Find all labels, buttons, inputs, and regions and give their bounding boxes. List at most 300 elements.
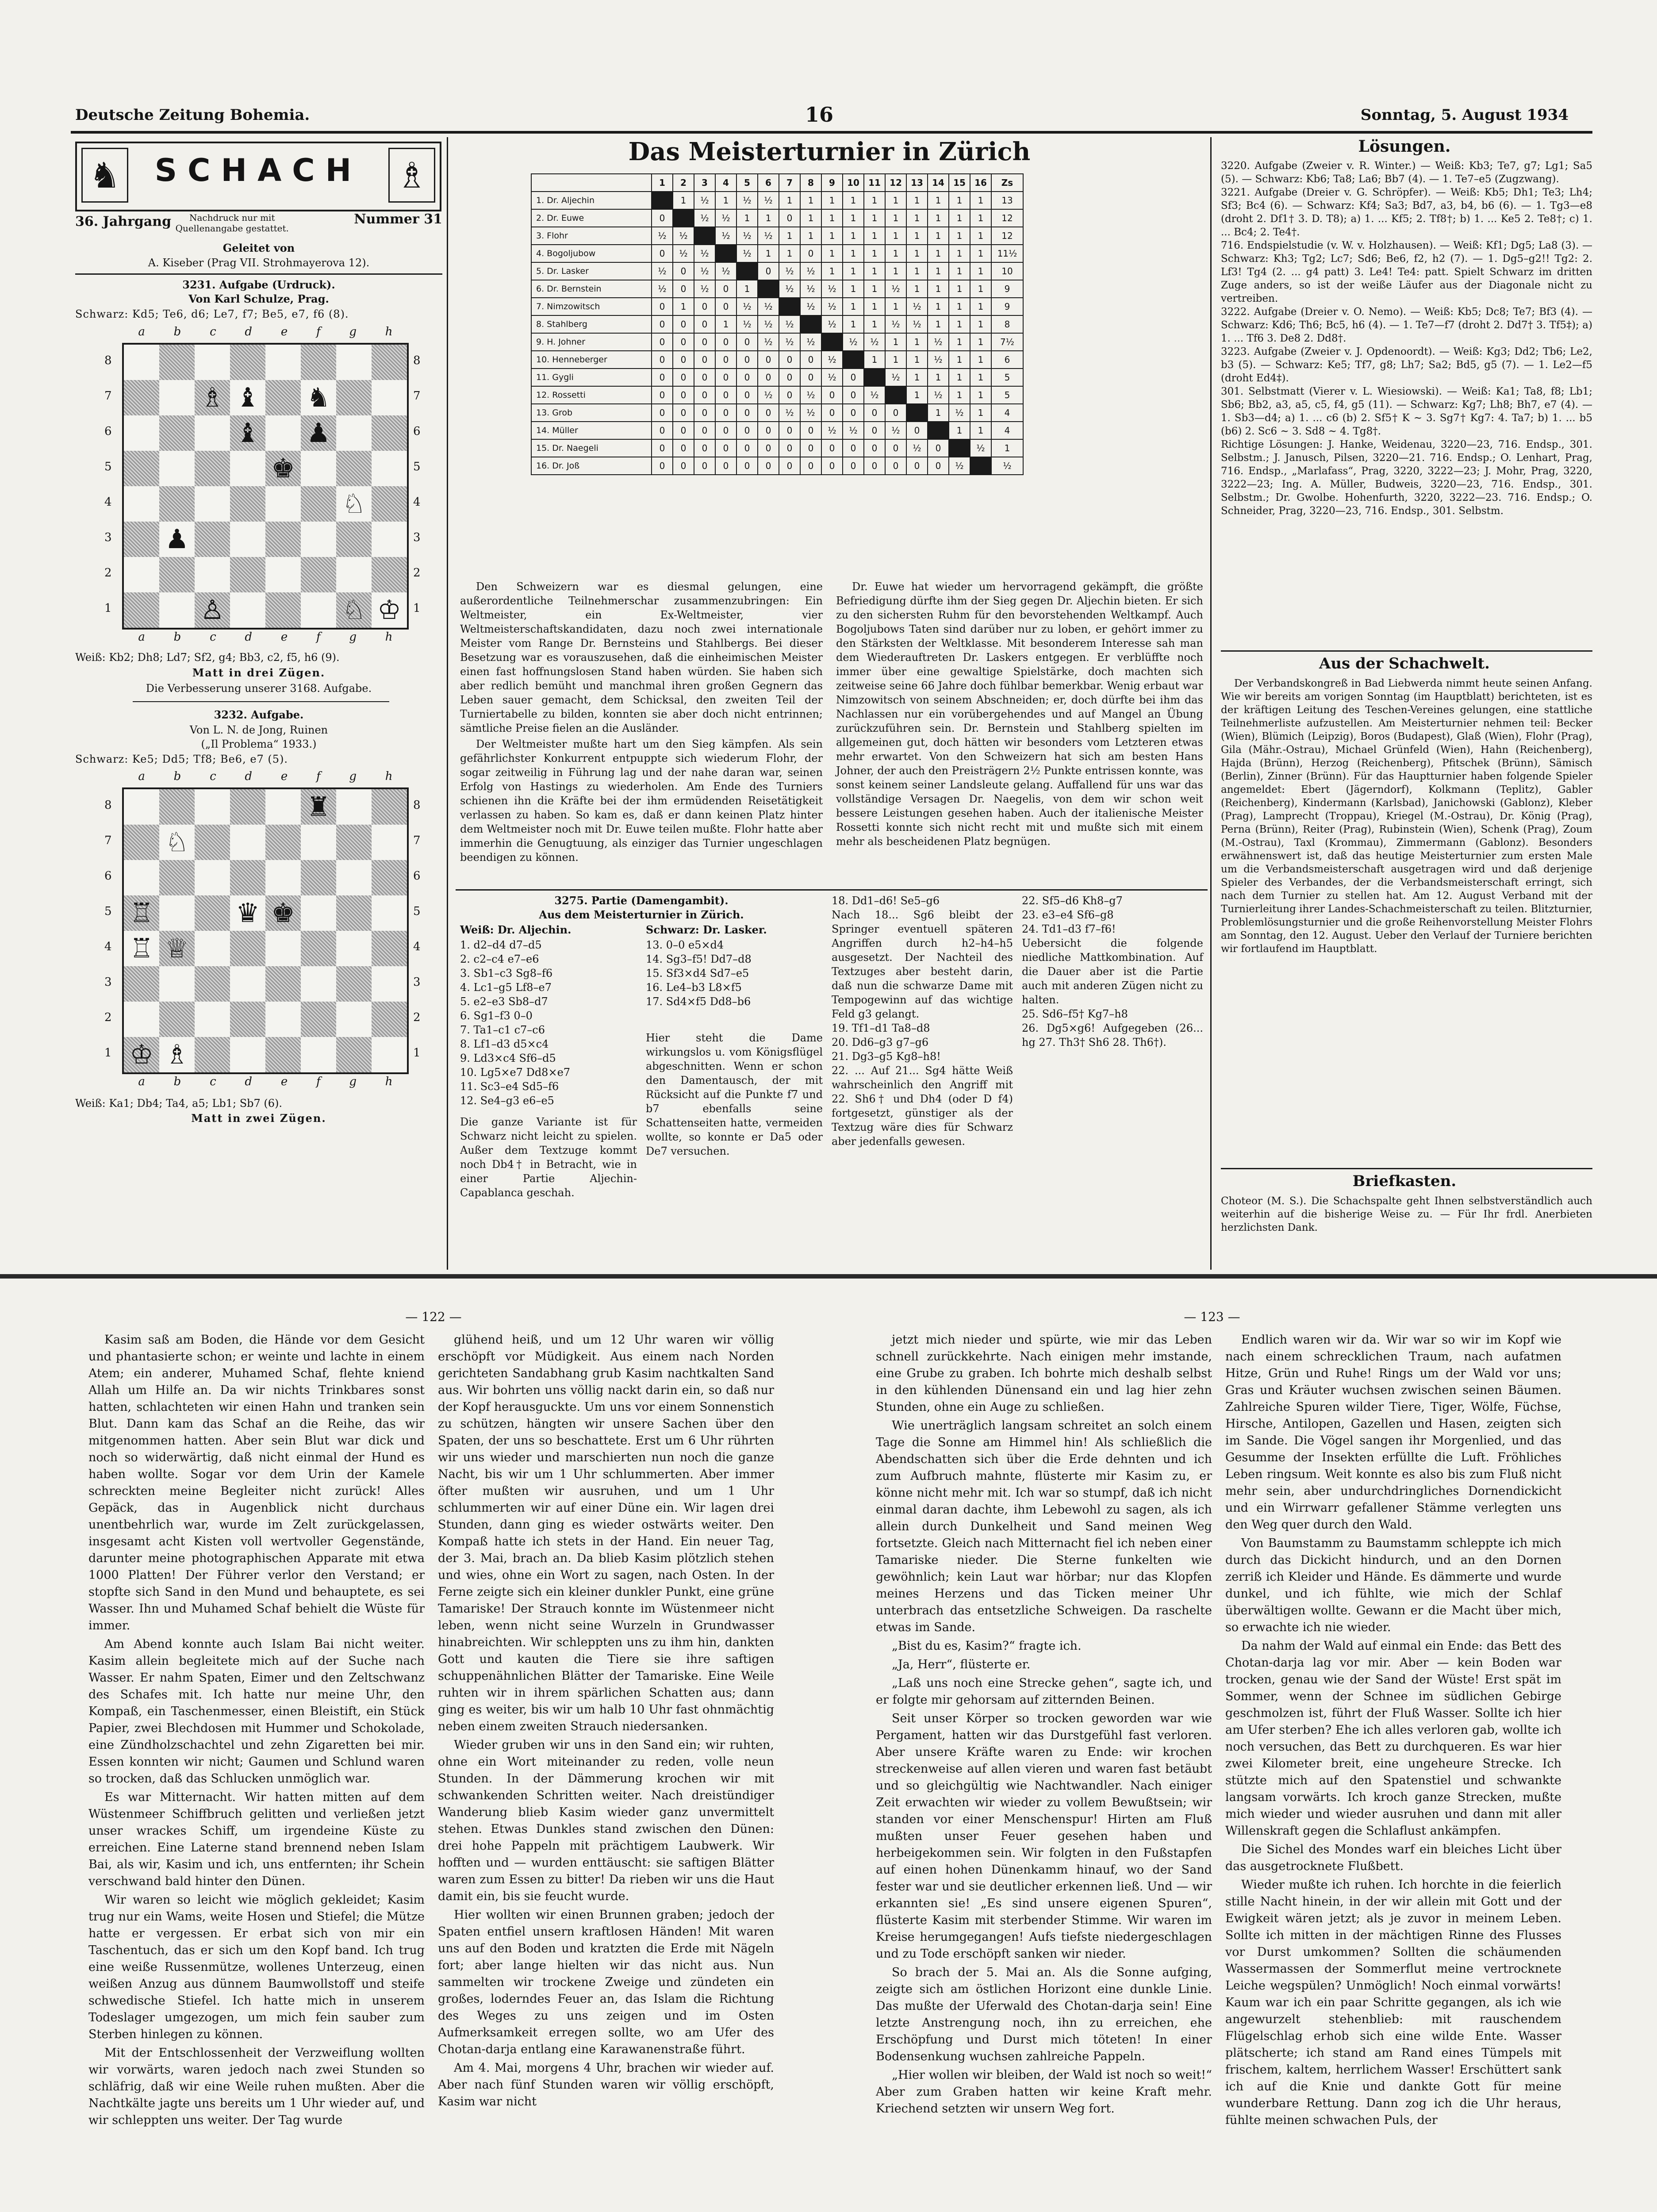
result-cell: ½	[928, 386, 949, 404]
result-cell: 1	[970, 262, 991, 280]
result-cell	[906, 404, 928, 422]
file-label: d	[245, 1075, 253, 1088]
result-cell	[970, 457, 991, 475]
board-square	[336, 522, 372, 557]
player-total: 12	[991, 227, 1023, 245]
result-cell: 1	[906, 209, 928, 227]
nachdruck-note: Nachdruck nur mit Quellenangabe gestattet.	[175, 212, 289, 234]
board-square	[265, 522, 301, 557]
board-square	[372, 789, 407, 825]
result-cell: ½	[736, 298, 758, 315]
board-square	[336, 966, 372, 1002]
board-square	[301, 592, 336, 628]
board-square	[372, 486, 407, 522]
schach-title: SCHACH	[154, 152, 362, 188]
divider	[133, 701, 389, 702]
paragraph: Den Schweizern war es diesmal gelungen, eine außerordentliche Teilnehmerschar zusammenzubringen: Ein Weltmeister, ein Ex-Weltmeister, vier Weltmeisterschaftskandidaten, dazu noch zwei internationale Meister vom Range Dr. Bernsteins und Stahlbergs. Bei dieser Besetzung war es vorauszusehen, daß die einheimischen Meister einen fast hoffnungslosen Stand haben würden. Sie haben sich aber redlich bemüht und manchmal ihren großen Gegnern das Leben sauer gemacht, dem Schicksal, den zweiten Teil der Turniertabelle zu bilden, konnten sie aber doch nicht entrinnen; sämtliche Preise fielen an die Ausländer.	[460, 580, 823, 734]
crosstable-column-header	[531, 174, 652, 192]
schachwelt-title: Aus der Schachwelt.	[1319, 655, 1490, 672]
result-cell: 0	[715, 298, 736, 315]
result-cell: 0	[673, 369, 694, 386]
briefkasten-title: Briefkasten.	[1352, 1172, 1457, 1190]
board-square: ♚	[265, 451, 301, 486]
board-square	[195, 931, 230, 966]
result-cell: 0	[906, 422, 928, 439]
result-cell: 1	[673, 298, 694, 315]
board-square	[159, 966, 195, 1002]
result-cell: 0	[885, 404, 906, 422]
file-label: g	[349, 770, 357, 783]
result-cell: 1	[885, 262, 906, 280]
result-cell: 1	[970, 192, 991, 209]
board-square	[336, 415, 372, 451]
board-square	[230, 931, 265, 966]
result-cell: ½	[694, 262, 715, 280]
file-label: b	[173, 630, 181, 644]
board-square: ♕	[159, 931, 195, 966]
board-square	[230, 451, 265, 486]
result-cell	[758, 280, 779, 298]
board-square	[336, 789, 372, 825]
issue-date: Sonntag, 5. August 1934	[1360, 106, 1569, 124]
board-square	[159, 1002, 195, 1037]
result-cell	[736, 262, 758, 280]
result-cell: 0	[779, 422, 800, 439]
board-square: ♘	[159, 825, 195, 860]
result-cell: 0	[779, 369, 800, 386]
board-square	[301, 825, 336, 860]
board-square	[159, 345, 195, 380]
result-cell: 1	[736, 280, 758, 298]
file-label: c	[210, 325, 216, 338]
crosstable-column-header: 13	[906, 174, 928, 192]
crosstable-column-header: 7	[779, 174, 800, 192]
loesungen-text: 3220. Aufgabe (Zweier v. R. Winter.) — Weiß: Kb3; Te7, g7; Lg1; Sa5 (5). — Schwarz: Kb6; Ta8; La6; Bb7 (4). — 1. Te7–e5 (Zugzwang). 3221. Aufgabe (Dreier v. G. Schröpfer). — Weiß: Kb5; Dh1; Te3; Lh4; Sf3; Bc4 (6). — Schwarz: Kf4; Sa3; Bd7, a3, b4, b6 (6). — 1. Tg3—e8 (droht 2. Df1† 3. D. T8); a) 1. ... Kf5; 2. Tf8†; b) 1. ... Ke5 2. Te8†; c) 1. ... Bc4; 2. Te4†. 716. Endspielstudie (v. W. v. Holzhausen). — Weiß: Kf1; Dg5; La8 (3). — Schwarz: Kh3; Tg2; Lc7; Sd6; Be6, f2, h2 (7). — 1. Dg5–g2!! Tg2: 2. Lf3! Tg4 (2. ... g4 patt) 3. Le4! Te4: patt. Spielt Schwarz im dritten Zuge anders, so ist der weiße Läufer aus der Diagonale nicht zu vertreiben. 3222. Aufgabe (Dreier v. O. Nemo). — Weiß: Kb5; Dc8; Te7; Bf3 (4). — Schwarz: Kd6; Th6; Bc5, h6 (4). — 1. Te7—f7 (droht 2. Dd7† 3. Tf5‡); a) 1. ... Tf6 3. De8 2. Dd8†. 3223. Aufgabe (Zweier v. J. Opdenoordt). — Weiß: Kg3; Dd2; Tb6; Le2, b3 (5). — Schwarz: Ke5; Tf7, g8; Lh7; Sa2; Bd5, g5 (7). — 1. Le2—f5 (droht Ed4‡). 301. Selbstmatt (Vierer v. L. Wiesiowski). — Weiß: Ka1; Ta8, f8; Lb1; Sb6; Bb2, a3, a5, c5, f4, g5 (11). — Schwarz: Kg7; Lh8; Bh7, e7 (4). — 1. Sb3—d4; a) 1. ... c6 (b) 2. Sf5† K ~ 3. Sg7† Kg7: 4. Ta7; b) 1. ... b5 (b6) 2. Sc6 ~ 3. Sd8 ~ 4. Tg8†. Richtige Lösungen: J. Hanke, Weidenau, 3220—23, 716. Endsp., 301. Selbstm.; J. Janusch, Pilsen, 3220—21. 716. Endsp.; O. Lenhart, Prag, 716. Endsp., „Marlafass“, Prag, 3220, 3222—23; J. Mohr, Prag, 3220, 3222—23; Ing. A. Müller, Budweis, 3220—23, 716. Endsp., 301. Selbstm.; Dr. Gwolbe. Hohenfurth, 3220, 3222—23. 716. Endsp.; O. Schneider, Prag, 3220—23, 716. Endsp., 301. Selbstm.	[1221, 160, 1592, 517]
novel-column-1	[88, 1332, 425, 2131]
rank-label: 5	[104, 460, 112, 473]
result-cell: 0	[694, 298, 715, 315]
rank-label: 4	[104, 940, 112, 953]
board-square: ♗	[159, 1037, 195, 1072]
rank-label: 5	[104, 905, 112, 918]
file-label: h	[385, 630, 393, 644]
result-cell: ½	[906, 298, 928, 315]
result-cell: 1	[843, 315, 864, 333]
result-cell: 0	[885, 457, 906, 475]
result-cell: 1	[949, 333, 970, 351]
result-cell: 0	[652, 315, 673, 333]
board-square: ♖	[124, 895, 159, 931]
crosstable-column-header: 3	[694, 174, 715, 192]
table-row	[531, 192, 1023, 209]
rank-label: 4	[413, 495, 421, 509]
result-cell: ½	[800, 386, 821, 404]
board-square	[372, 345, 407, 380]
file-label: d	[245, 630, 253, 644]
rank-label: 5	[413, 905, 421, 918]
result-cell: 0	[758, 457, 779, 475]
result-cell: 0	[652, 351, 673, 369]
partie-white-player: Weiß: Dr. Aljechin.	[460, 923, 572, 936]
result-cell: 1	[949, 315, 970, 333]
board-2-files-top	[124, 770, 407, 783]
board-square	[301, 895, 336, 931]
paragraph: „Laß uns noch eine Strecke gehen“, sagte ich, und er folgte mir gehorsam auf zitternden Beinen.	[876, 1676, 1212, 1707]
result-cell: 0	[673, 422, 694, 439]
player-name: 2. Dr. Euwe	[531, 209, 652, 227]
editor: A. Kiseber (Prag VII. Strohmayerova 12).	[148, 257, 370, 269]
result-cell: 1	[949, 280, 970, 298]
table-row	[531, 457, 1023, 475]
paragraph: „Ja, Herr“, flüsterte er.	[892, 1658, 1031, 1671]
result-cell: ½	[779, 262, 800, 280]
result-cell: 1	[949, 245, 970, 262]
result-cell: 1	[885, 333, 906, 351]
result-cell: 0	[928, 457, 949, 475]
result-cell: 1	[906, 227, 928, 245]
player-total: 13	[991, 192, 1023, 209]
result-cell: 0	[694, 315, 715, 333]
turnier-title: Das Meisterturnier in Zürich	[628, 137, 1031, 166]
result-cell: ½	[779, 333, 800, 351]
board-square	[265, 825, 301, 860]
board-square	[372, 415, 407, 451]
crosstable	[531, 173, 1024, 475]
file-label: h	[385, 1075, 393, 1088]
board-square	[124, 345, 159, 380]
result-cell: 0	[800, 422, 821, 439]
rank-label: 7	[104, 834, 112, 847]
result-cell: 0	[906, 457, 928, 475]
result-cell: 1	[864, 209, 885, 227]
result-cell: 1	[906, 386, 928, 404]
file-label: b	[173, 1075, 181, 1088]
board-square	[301, 557, 336, 592]
board-square	[230, 557, 265, 592]
result-cell: 1	[864, 227, 885, 245]
board-2-files-bottom	[124, 1075, 407, 1088]
result-cell: 1	[821, 245, 843, 262]
result-cell: 0	[736, 439, 758, 457]
player-name: 12. Rossetti	[531, 386, 652, 404]
result-cell: 1	[885, 245, 906, 262]
board-square	[159, 486, 195, 522]
rank-label: 6	[413, 869, 421, 883]
file-label: h	[385, 770, 393, 783]
board-square	[195, 486, 230, 522]
result-cell: 1	[928, 245, 949, 262]
loesungen-title: Lösungen.	[1358, 137, 1451, 156]
board-square	[372, 860, 407, 895]
result-cell: ½	[821, 315, 843, 333]
board-square	[301, 860, 336, 895]
result-cell: 0	[843, 404, 864, 422]
rank-label: 7	[413, 389, 421, 403]
rank-label: 6	[104, 425, 112, 438]
result-cell: 1	[821, 262, 843, 280]
player-total: 11½	[991, 245, 1023, 262]
rank-label: 2	[413, 566, 421, 580]
result-cell: 1	[800, 192, 821, 209]
board-square	[195, 1002, 230, 1037]
rank-label: 1	[413, 1046, 421, 1060]
result-cell: 0	[715, 386, 736, 404]
board-square	[336, 931, 372, 966]
result-cell: 0	[779, 386, 800, 404]
result-cell: 0	[673, 262, 694, 280]
result-cell: ½	[885, 315, 906, 333]
result-cell: 1	[970, 298, 991, 315]
problem-1-author: Von Karl Schulze, Prag.	[188, 292, 329, 305]
result-cell: 0	[864, 439, 885, 457]
board-square	[124, 486, 159, 522]
result-cell: ½	[843, 333, 864, 351]
result-cell: 1	[970, 227, 991, 245]
board-square	[301, 1002, 336, 1037]
result-cell: 0	[694, 457, 715, 475]
board-square	[265, 557, 301, 592]
result-cell: 1	[885, 209, 906, 227]
result-cell: 0	[800, 439, 821, 457]
result-cell: 1	[928, 369, 949, 386]
result-cell: ½	[800, 333, 821, 351]
result-cell: ½	[758, 386, 779, 404]
rank-label: 8	[413, 799, 421, 812]
board-square	[372, 931, 407, 966]
file-label: e	[280, 1075, 288, 1088]
result-cell: 0	[694, 439, 715, 457]
paragraph: So brach der 5. Mai an. Als die Sonne aufging, zeigte sich am östlichen Horizont eine dunkle Linie. Das mußte der Uferwald des Chotan-darja sein! Eine letzte Anstrengung noch, ihn zu erreichen, ehe Erschöpfung und Durst mich töteten! In einer Bodensenkung wuchsen zahlreiche Pappeln.	[876, 1966, 1212, 2063]
result-cell: ½	[821, 422, 843, 439]
board-square	[301, 486, 336, 522]
board-square	[230, 825, 265, 860]
paragraph: Wie unerträglich langsam schreitet an solch einem Tage die Sonne am Himmel hin! Als schließlich die Abendschatten sich über die Erde dehnten und ich zum Aufbruch mahnte, flüsterte mir Kasim zu, er könne nicht mehr mit. Ich war so stumpf, daß ich nicht einmal daran dachte, ihm Lebewohl zu sagen, als ich allein durch Dunkelheit und Sand meinen Weg fortsetzte. Gleich nach Mitternacht fiel ich neben einer Tamariske nieder. Die Sterne funkelten wie gewöhnlich; kein Laut war hörbar; nur das Klopfen meines Herzens und das Ticken meiner Uhr unterbrach das entsetzliche Schweigen. Da raschelte etwas im Sande.	[876, 1419, 1212, 1634]
result-cell: ½	[800, 404, 821, 422]
chess-board-1	[122, 343, 409, 630]
partie-moves-2: 13. 0–0 e5×d4 14. Sg3–f5! Dd7–d8 15. Sf3×d4 Sd7–e5 16. Le4–b3 L8×f5 17. Sd4×f5 Dd8–b6	[646, 939, 752, 1008]
novel-column-4	[1225, 1332, 1561, 2131]
rank-label: 3	[413, 531, 421, 544]
board-square: ♛	[230, 895, 265, 931]
result-cell: ½	[821, 351, 843, 369]
board-square	[195, 522, 230, 557]
result-cell: 1	[970, 369, 991, 386]
rank-label: 4	[413, 940, 421, 953]
table-row	[531, 404, 1023, 422]
board-square: ♟	[301, 415, 336, 451]
page-number: 16	[805, 103, 834, 127]
result-cell: 0	[652, 298, 673, 315]
result-cell: ½	[652, 262, 673, 280]
divider	[1221, 1168, 1592, 1169]
result-cell: 0	[821, 439, 843, 457]
file-label: f	[316, 1075, 321, 1088]
board-square	[230, 789, 265, 825]
crosstable-column-header: 16	[970, 174, 991, 192]
result-cell: 1	[779, 192, 800, 209]
result-cell: 1	[843, 209, 864, 227]
result-cell: 1	[673, 192, 694, 209]
result-cell: 0	[779, 439, 800, 457]
result-cell: 0	[673, 404, 694, 422]
result-cell: ½	[928, 351, 949, 369]
crosstable-column-header: 9	[821, 174, 843, 192]
problem-1-note: Die Verbesserung unserer 3168. Aufgabe.	[146, 682, 372, 695]
result-cell: 1	[928, 192, 949, 209]
board-square	[230, 345, 265, 380]
board-square	[230, 1002, 265, 1037]
result-cell	[885, 386, 906, 404]
paragraph: Die Sichel des Mondes warf ein bleiches Licht über das ausgetrocknete Flußbett.	[1225, 1843, 1561, 1873]
rank-label: 1	[104, 1046, 112, 1060]
result-cell	[652, 192, 673, 209]
board-square	[336, 380, 372, 415]
result-cell: ½	[906, 439, 928, 457]
board-square: ♗	[195, 380, 230, 415]
player-total: 9	[991, 280, 1023, 298]
problem-1-black: Schwarz: Kd5; Te6, d6; Le7, f7; Be5, e7, f6 (8).	[75, 308, 349, 320]
player-name: 4. Bogoljubow	[531, 245, 652, 262]
result-cell: ½	[779, 315, 800, 333]
result-cell: 1	[928, 280, 949, 298]
problem-2-white: Weiß: Ka1; Db4; Ta4, a5; Lb1; Sb7 (6).	[75, 1097, 283, 1110]
result-cell: 1	[843, 245, 864, 262]
result-cell: ½	[694, 209, 715, 227]
result-cell: 1	[970, 315, 991, 333]
result-cell: ½	[694, 245, 715, 262]
paragraph: Am 4. Mai, morgens 4 Uhr, brachen wir wieder auf. Aber nach fünf Stunden waren wir völlig erschöpft, Kasim war nicht	[438, 2061, 774, 2108]
board-square: ♝	[230, 380, 265, 415]
result-cell: 1	[885, 351, 906, 369]
problem-2-task: Matt in zwei Zügen.	[191, 1112, 326, 1125]
board-square	[124, 415, 159, 451]
result-cell: 1	[970, 404, 991, 422]
result-cell: 1	[949, 386, 970, 404]
file-label: f	[316, 325, 321, 338]
board-square	[372, 895, 407, 931]
rank-label: 3	[104, 975, 112, 989]
crosstable-column-header: 14	[928, 174, 949, 192]
result-cell: 0	[843, 457, 864, 475]
board-square	[124, 825, 159, 860]
board-square	[230, 592, 265, 628]
result-cell: 0	[758, 439, 779, 457]
crosstable-column-header: 11	[864, 174, 885, 192]
result-cell: ½	[779, 280, 800, 298]
player-total: 1	[991, 439, 1023, 457]
crosstable-column-header: 5	[736, 174, 758, 192]
result-cell: 1	[821, 192, 843, 209]
schach-header-box	[75, 142, 441, 211]
file-label: g	[349, 1075, 357, 1088]
board-square: ♜	[301, 789, 336, 825]
board-square	[265, 789, 301, 825]
result-cell: 0	[673, 386, 694, 404]
result-cell: 1	[758, 209, 779, 227]
result-cell: 0	[758, 262, 779, 280]
result-cell: 0	[864, 422, 885, 439]
board-square: ♙	[195, 592, 230, 628]
rank-label: 3	[104, 531, 112, 544]
result-cell: 1	[758, 245, 779, 262]
board-square	[195, 345, 230, 380]
board-square	[230, 486, 265, 522]
result-cell	[715, 245, 736, 262]
board-square	[301, 451, 336, 486]
board-square	[195, 966, 230, 1002]
board-square	[336, 825, 372, 860]
result-cell: 0	[736, 422, 758, 439]
paragraph: Wieder gruben wir uns in den Sand ein; wir ruhten, ohne ein Wort miteinander zu reden, volle neun Stunden. In der Dämmerung krochen wir mit schwankenden Schritten weiter. Nach dreistündiger Wanderung blieb Kasim wieder ganz unvermittelt stehen. Etwas Dunkles stand zwischen den Dünen: drei hohe Pappeln mit prächtigem Laubwerk. Wir hofften und — wurden enttäuscht: sie saftigen Blätter waren zum Essen zu bitter! Da rieben wir uns die Haut damit ein, bis sie feucht wurde.	[438, 1738, 774, 1903]
board-square	[230, 966, 265, 1002]
board-square: ♔	[372, 592, 407, 628]
result-cell: 0	[736, 333, 758, 351]
board-square	[230, 522, 265, 557]
paragraph: Der Weltmeister mußte hart um den Sieg kämpfen. Als sein gefährlichster Konkurrent entpuppte sich wiederum Flohr, der sogar zeitweilig in Führung lag und der nahe daran war, seinen Erfolg von Hastings zu wiederholen. Am Ende des Turniers schienen ihn die Kräfte bei der ihm ermüdenden Reisetätigkeit verlassen zu haben. So kam es, daß er dann keinen Platz hinter dem Weltmeister noch mit Dr. Euwe teilen mußte. Flohr hatte aber immerhin die Genugtuung, als einziger das Turnier ungeschlagen beendigen zu können.	[460, 738, 823, 864]
partie-moves-4: 22. Sf5–d6 Kh8–g7 23. e3–e4 Sf6–g8 24. Td1–d3 f7–f6! Uebersicht die folgende niedliche Mattkombination. Auf die Dauer aber ist die Partie auch mit anderen Zügen nicht zu halten. 25. Sd6–f5† Kg7–h8 26. Dg5×g6! Aufgegeben (26... hg 27. Th3† Sh6 28. Th6†).	[1022, 895, 1203, 1048]
result-cell: 0	[652, 369, 673, 386]
board-square	[301, 931, 336, 966]
board-square	[301, 1037, 336, 1072]
result-cell: ½	[736, 245, 758, 262]
result-cell: ½	[821, 298, 843, 315]
paragraph: Da nahm der Wald auf einmal ein Ende: das Bett des Chotan-darja lag vor mir. Aber — kein Boden war trocken, genau wie der Sand der Wüste! Erst spät im Sommer, wenn der Schnee im südlichen Gebirge geschmolzen ist, führt der Fluß Wasser. Sollte ich hier am Ufer sterben? Ehe ich alles verloren gab, wollte ich noch versuchen, das Bett zu durchqueren. Es war hier zwei Kilometer breit, eine ungeheure Strecke. Ich stützte mich auf den Spatenstiel und schwankte langsam vorwärts. Ich kroch ganze Strecken, mußte mich wieder und wieder ausruhen und dann mit aller Willenskraft gegen die Schlaflust ankämpfen.	[1225, 1639, 1561, 1838]
paragraph: jetzt mich nieder und spürte, wie mir das Leben schnell zurückkehrte. Nach einigen mehr imstande, eine Grube zu graben. Ich bohrte mich deshalb selbst in den kühlenden Dünensand ein und lag hier zehn Stunden, ohne ein Auge zu schließen.	[876, 1333, 1212, 1414]
result-cell: 1	[928, 404, 949, 422]
player-name: 5. Dr. Lasker	[531, 262, 652, 280]
table-row	[531, 298, 1023, 315]
file-label: a	[138, 630, 145, 644]
result-cell: 1	[970, 386, 991, 404]
column-rule	[1210, 137, 1212, 1270]
novel-page-right-number: — 123 —	[1184, 1310, 1240, 1324]
file-label: a	[138, 770, 145, 783]
problem-1-white: Weiß: Kb2; Dh8; Ld7; Sf2, g4; Bb3, c2, f5, h6 (9).	[75, 651, 340, 664]
file-label: a	[138, 325, 145, 338]
board-square	[159, 789, 195, 825]
result-cell: 0	[715, 439, 736, 457]
table-row	[531, 333, 1023, 351]
result-cell: 1	[864, 280, 885, 298]
player-name: 9. H. Johner	[531, 333, 652, 351]
board-square	[195, 895, 230, 931]
result-cell: ½	[928, 333, 949, 351]
result-cell	[673, 209, 694, 227]
board-square	[159, 860, 195, 895]
schachwelt-text: Der Verbandskongreß in Bad Liebwerda nimmt heute seinen Anfang. Wie wir bereits am vorigen Sonntag (im Hauptblatt) berichteten, ist es der kräftigen Leitung des Teschen-Vereines gelungen, eine stattliche Teilnehmerliste aufzustellen. Am Meisterturnier nehmen teil: Becker (Wien), Blümich (Leipzig), Boros (Budapest), Glaß (Wien), Flohr (Prag), Gila (Mähr.-Ostrau), Michael Grünfeld (Wien), Hahn (Reichenberg), Hajda (Brünn), Herzog (Reichenberg), Pfitschek (Brünn), Sämisch (Berlin), Zinner (Brünn). Für das Hauptturnier haben folgende Spieler angemeldet: Ebert (Jägerndorf), Kolkmann (Teplitz), Gabler (Reichenberg), Kindermann (Karlsbad), Janichowski (Gablonz), Kleber (Prag), Lamprecht (Troppau), Kriegel (M.-Ostrau), Dr. König (Prag), Perna (Brünn), Reiter (Prag), Rubinstein (Wien), Schenk (Prag), Zoum (M.-Ostrau), Taxl (Krommau), Zimmermann (Gablonz). Besonders erwähnenswert ist, daß das heutige Meisterturnier zum ersten Male um die Verbandsmeisterschaft ausgetragen wird und daß derjenige Spieler des Verbandes, der die Verbandsmeisterschaft erringt, sich nach dem Turnier zu stellen hat. Am 12. August Verband mit der Turnierleitung ihrer Landes-Schachmeisterschaft zu teilen. Blitzturnier, Problemlösungsturnier und die große Reihenvorstellung Meister Flohrs am Sonntag, den 12. August. Ueber den Verlauf der Turniere berichten wir fortlaufend im Hauptblatt.	[1221, 678, 1592, 955]
board-square	[336, 345, 372, 380]
result-cell: ½	[715, 227, 736, 245]
player-name: 14. Müller	[531, 422, 652, 439]
result-cell: 1	[885, 192, 906, 209]
result-cell: 0	[673, 315, 694, 333]
board-square	[195, 557, 230, 592]
result-cell: 0	[694, 386, 715, 404]
file-label: f	[316, 630, 321, 644]
paragraph: Dr. Euwe hat wieder um hervorragend gekämpft, die größte Befriedigung dürfte ihm der Sieg gegen Dr. Aljechin bieten. Er sich zu den sichersten Ruhm für den bevorstehenden Weltkampf. Auch Bogoljubows Taten sind darüber nur zu loben, er gehört immer zu den Stärksten der Weltklasse. Mit besonderem Interesse sah man dem Wiederauftreten Dr. Laskers entgegen. Er verblüffte noch immer über eine gewaltige Spielstärke, doch machten sich zeitweise seine 66 Jahre doch fühlbar bemerkbar. Wenig erbaut war Nimzowitsch von seinem Abschneiden; er, doch dürfte bei ihm das Nachlassen nur ein vorübergehendes und auf Mangel an Übung zurückzuführen sein. Dr. Bernstein und Stahlberg spielten im allgemeinen gut, doch hätten wir besonders vom Letzteren etwas mehr erwartet. Von den Schweizern hat sich am besten Hans Johner, der auch den Preisträgern 2½ Punkte entrissen konnte, was sonst keinem seiner Landsleute gelang. Auffallend für uns war das vollständige Versagen Dr. Naegelis, von dem wir schon weit bessere Leistungen gesehen haben. Auch der italienische Meister Rossetti konnte sich nicht recht mit und mußte sich mit einem mehr als bescheidenen Platz begnügen.	[836, 580, 1203, 848]
paragraph: Mit der Entschlossenheit der Verzweiflung wollten wir vorwärts, waren jedoch nach zwei Stunden so schläfrig, daß wir eine Weile ruhen mußten. Aber die Nachtkälte jagte uns bereits um 1 Uhr wieder auf, und wir schleppten uns weiter. Der Tag wurde	[88, 2046, 425, 2127]
board-square	[265, 860, 301, 895]
board-2-ranks-left	[104, 787, 112, 1071]
result-cell: ½	[864, 333, 885, 351]
result-cell	[949, 439, 970, 457]
file-label: g	[349, 630, 357, 644]
result-cell: ½	[800, 298, 821, 315]
board-square: ♟	[159, 522, 195, 557]
paragraph: Von Baumstamm zu Baumstamm schleppte ich mich durch das Dickicht hindurch, und an den Dornen zerriß ich Kleider und Hände. Es dämmerte und wurde dunkel, und ich fühlte, wie mich der Schlaf überwältigen wollte. Gewann er die Macht über mich, so erwachte ich nie wieder.	[1225, 1536, 1561, 1634]
board-square	[265, 1037, 301, 1072]
result-cell: 1	[970, 351, 991, 369]
